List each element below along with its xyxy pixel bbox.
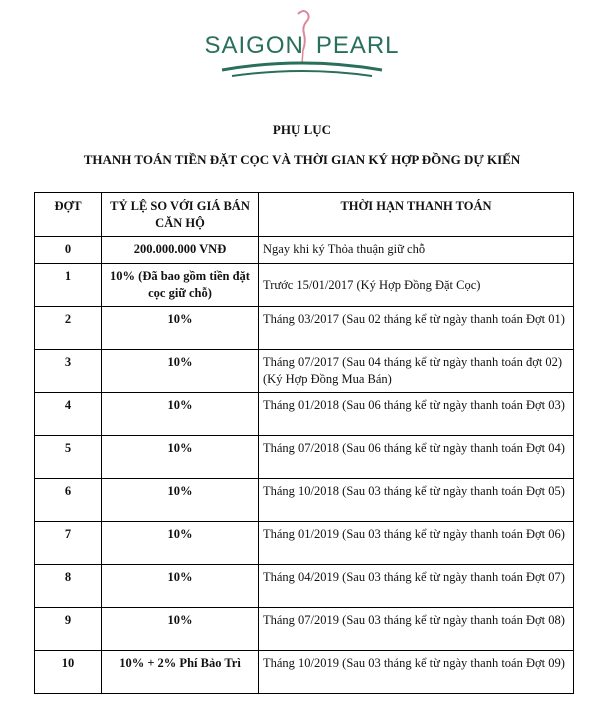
installment-term: Trước 15/01/2017 (Ký Hợp Đồng Đặt Cọc) bbox=[259, 264, 574, 307]
table-row bbox=[35, 436, 574, 479]
installment-number: 4 bbox=[35, 393, 102, 436]
installment-rate: 10% bbox=[102, 479, 259, 522]
column-header-term: THỜI HẠN THANH TOÁN bbox=[259, 193, 574, 237]
table-row bbox=[35, 565, 574, 608]
installment-number: 8 bbox=[35, 565, 102, 608]
saigon-pearl-logo bbox=[0, 0, 604, 90]
installment-rate: 10% + 2% Phí Bảo Trì bbox=[102, 651, 259, 694]
installment-rate: 10% bbox=[102, 307, 259, 350]
installment-term: Tháng 10/2018 (Sau 03 tháng kể từ ngày thanh toán Đợt 05) bbox=[259, 479, 574, 522]
appendix-subtitle: THANH TOÁN TIỀN ĐẶT CỌC VÀ THỜI GIAN KÝ HỢP ĐỒNG DỰ KIẾN bbox=[83, 152, 521, 167]
logo-word-pearl: PEARL bbox=[315, 32, 400, 59]
installment-rate: 10% bbox=[102, 350, 259, 393]
table-row bbox=[35, 651, 574, 694]
installment-term: Tháng 10/2019 (Sau 03 tháng kể từ ngày thanh toán Đợt 09) bbox=[259, 651, 574, 694]
installment-term: Ngay khi ký Thỏa thuận giữ chỗ bbox=[259, 237, 574, 264]
installment-number: 10 bbox=[35, 651, 102, 694]
table-row bbox=[35, 350, 574, 393]
column-header-rate: TỶ LỆ SO VỚI GIÁ BÁN CĂN HỘ bbox=[102, 193, 259, 237]
table-row bbox=[35, 307, 574, 350]
installment-number: 0 bbox=[35, 237, 102, 264]
installment-number: 6 bbox=[35, 479, 102, 522]
table-row bbox=[35, 264, 574, 307]
installment-term: Tháng 04/2019 (Sau 03 tháng kể từ ngày thanh toán Đợt 07) bbox=[259, 565, 574, 608]
table-row bbox=[35, 608, 574, 651]
installment-rate: 10% bbox=[102, 436, 259, 479]
installment-term: Tháng 07/2018 (Sau 06 tháng kể từ ngày thanh toán Đợt 04) bbox=[259, 436, 574, 479]
table-row bbox=[35, 237, 574, 264]
logo-word-saigon: SAIGON bbox=[204, 32, 304, 59]
table-row bbox=[35, 479, 574, 522]
installment-term: Tháng 03/2017 (Sau 02 tháng kể từ ngày thanh toán Đợt 01) bbox=[259, 307, 574, 350]
installment-term: Tháng 01/2019 (Sau 03 tháng kể từ ngày thanh toán Đợt 06) bbox=[259, 522, 574, 565]
installment-number: 9 bbox=[35, 608, 102, 651]
payment-schedule-table bbox=[34, 192, 574, 694]
installment-rate: 10% (Đã bao gồm tiền đặt cọc giữ chỗ) bbox=[102, 264, 259, 307]
installment-number: 7 bbox=[35, 522, 102, 565]
installment-number: 2 bbox=[35, 307, 102, 350]
installment-rate: 200.000.000 VNĐ bbox=[102, 237, 259, 264]
installment-rate: 10% bbox=[102, 608, 259, 651]
installment-number: 3 bbox=[35, 350, 102, 393]
installment-rate: 10% bbox=[102, 393, 259, 436]
table-row bbox=[35, 393, 574, 436]
appendix-title: PHỤ LỤC bbox=[272, 122, 332, 137]
installment-rate: 10% bbox=[102, 565, 259, 608]
installment-term: Tháng 07/2019 (Sau 03 tháng kể từ ngày thanh toán Đợt 08) bbox=[259, 608, 574, 651]
installment-term: Tháng 01/2018 (Sau 06 tháng kể từ ngày thanh toán Đợt 03) bbox=[259, 393, 574, 436]
installment-rate: 10% bbox=[102, 522, 259, 565]
column-header-installment: ĐỢT bbox=[35, 193, 102, 237]
installment-term: Tháng 07/2017 (Sau 04 tháng kể từ ngày thanh toán đợt 02) (Ký Hợp Đồng Mua Bán) bbox=[259, 350, 574, 393]
table-header-row bbox=[35, 193, 574, 237]
table-row bbox=[35, 522, 574, 565]
installment-number: 5 bbox=[35, 436, 102, 479]
installment-number: 1 bbox=[35, 264, 102, 307]
